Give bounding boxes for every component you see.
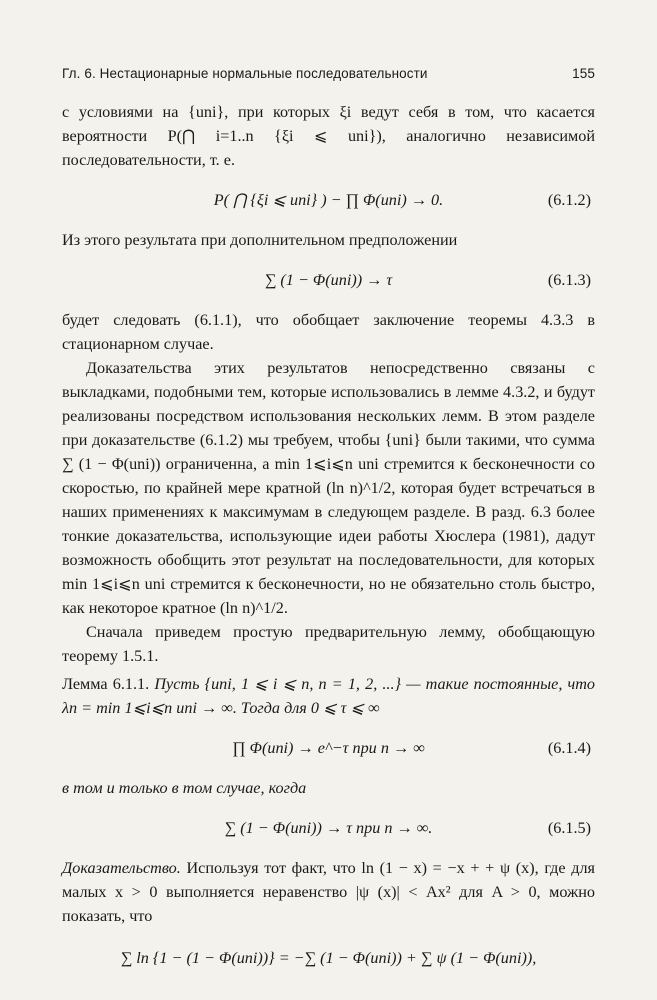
equation-6-1-2: [62, 172, 595, 228]
proof-text: Используя тот факт, что ln (1 − x) = −x + + ψ (x), где для малых x > 0 выполняется неравенство |ψ (x)| < Ax² для A > 0, можно показать, что: [62, 859, 596, 925]
lemma-text: Пусть {uni, 1 ⩽ i ⩽ n, n = 1, 2, ...} — такие постоянные, что λn = min 1⩽i⩽n uni → ∞. Тогда для 0 ⩽ τ ⩽ ∞: [62, 675, 596, 717]
paragraph-3: будет следовать (6.1.1), что обобщает заключение теоремы 4.3.3 в стационарном случае.: [62, 311, 595, 353]
equation-6-1-5: [62, 800, 595, 856]
equation-number: (6.1.3): [547, 271, 591, 289]
paragraph-1: с условиями на {uni}, при которых ξi ведут себя в том, что касается вероятности P(⋂ i=1..n {ξi ⩽ uni}), аналогично независимой последовательности, т. е.: [62, 103, 595, 169]
equation-formula: ∏ Φ(uni) → e^−τ при n → ∞: [232, 739, 425, 757]
proof-label: Доказательство.: [62, 859, 181, 877]
lemma-statement: [62, 672, 595, 720]
equation-formula: ∑ ln {1 − (1 − Φ(uni))} = −∑ (1 − Φ(uni)) + ∑ ψ (1 − Φ(uni)),: [120, 949, 537, 967]
paragraph-6: в том и только в том случае, когда: [62, 779, 307, 797]
proof-paragraph: [62, 856, 595, 928]
equation-number: (6.1.5): [547, 819, 591, 837]
equation-formula: ∑ (1 − Φ(uni)) → τ при n → ∞.: [224, 819, 433, 837]
equation-number: (6.1.2): [547, 191, 591, 209]
running-header: [62, 66, 595, 81]
paragraph-2: Из этого результата при дополнительном предположении: [62, 231, 458, 249]
equation-final: [62, 928, 595, 988]
equation-formula: P( ⋂ {ξi ⩽ uni} ) − ∏ Φ(uni) → 0.: [213, 191, 444, 209]
page-body: [62, 100, 595, 988]
lemma-label: Лемма 6.1.1.: [62, 675, 150, 693]
paragraph-5: Сначала приведем простую предварительную лемму, обобщающую теорему 1.5.1.: [62, 623, 595, 665]
equation-formula: ∑ (1 − Φ(uni)) → τ: [264, 271, 393, 289]
equation-6-1-3: [62, 252, 595, 308]
paragraph-4: Доказательства этих результатов непосредственно связаны с выкладками, подобными тем, которые использовались в лемме 4.3.2, и будут реализованы посредством использования нескольких лемм. В этом разделе при доказательстве (6.1.2) мы требуем, чтобы {uni} были такими, что сумма ∑ (1 − Φ(uni)) ограниченна, а min 1⩽i⩽n uni стремится к бесконечности со скоростью, по крайней мере кратной (ln n)^1/2, которая будет встречаться в наших применениях к максимумам в следующем разделе. В разд. 6.3 более тонкие доказательства, использующие идеи работы Хюслера (1981), дадут возможность обобщить этот результат на последовательности, для которых min 1⩽i⩽n uni стремится к бесконечности, но не обязательно столь быстро, как некоторое кратное (ln n)^1/2.: [62, 359, 595, 617]
equation-6-1-4: [62, 720, 595, 776]
chapter-title: Гл. 6. Нестационарные нормальные последовательности: [62, 66, 428, 81]
page-number: 155: [572, 66, 595, 81]
equation-number: (6.1.4): [547, 739, 591, 757]
